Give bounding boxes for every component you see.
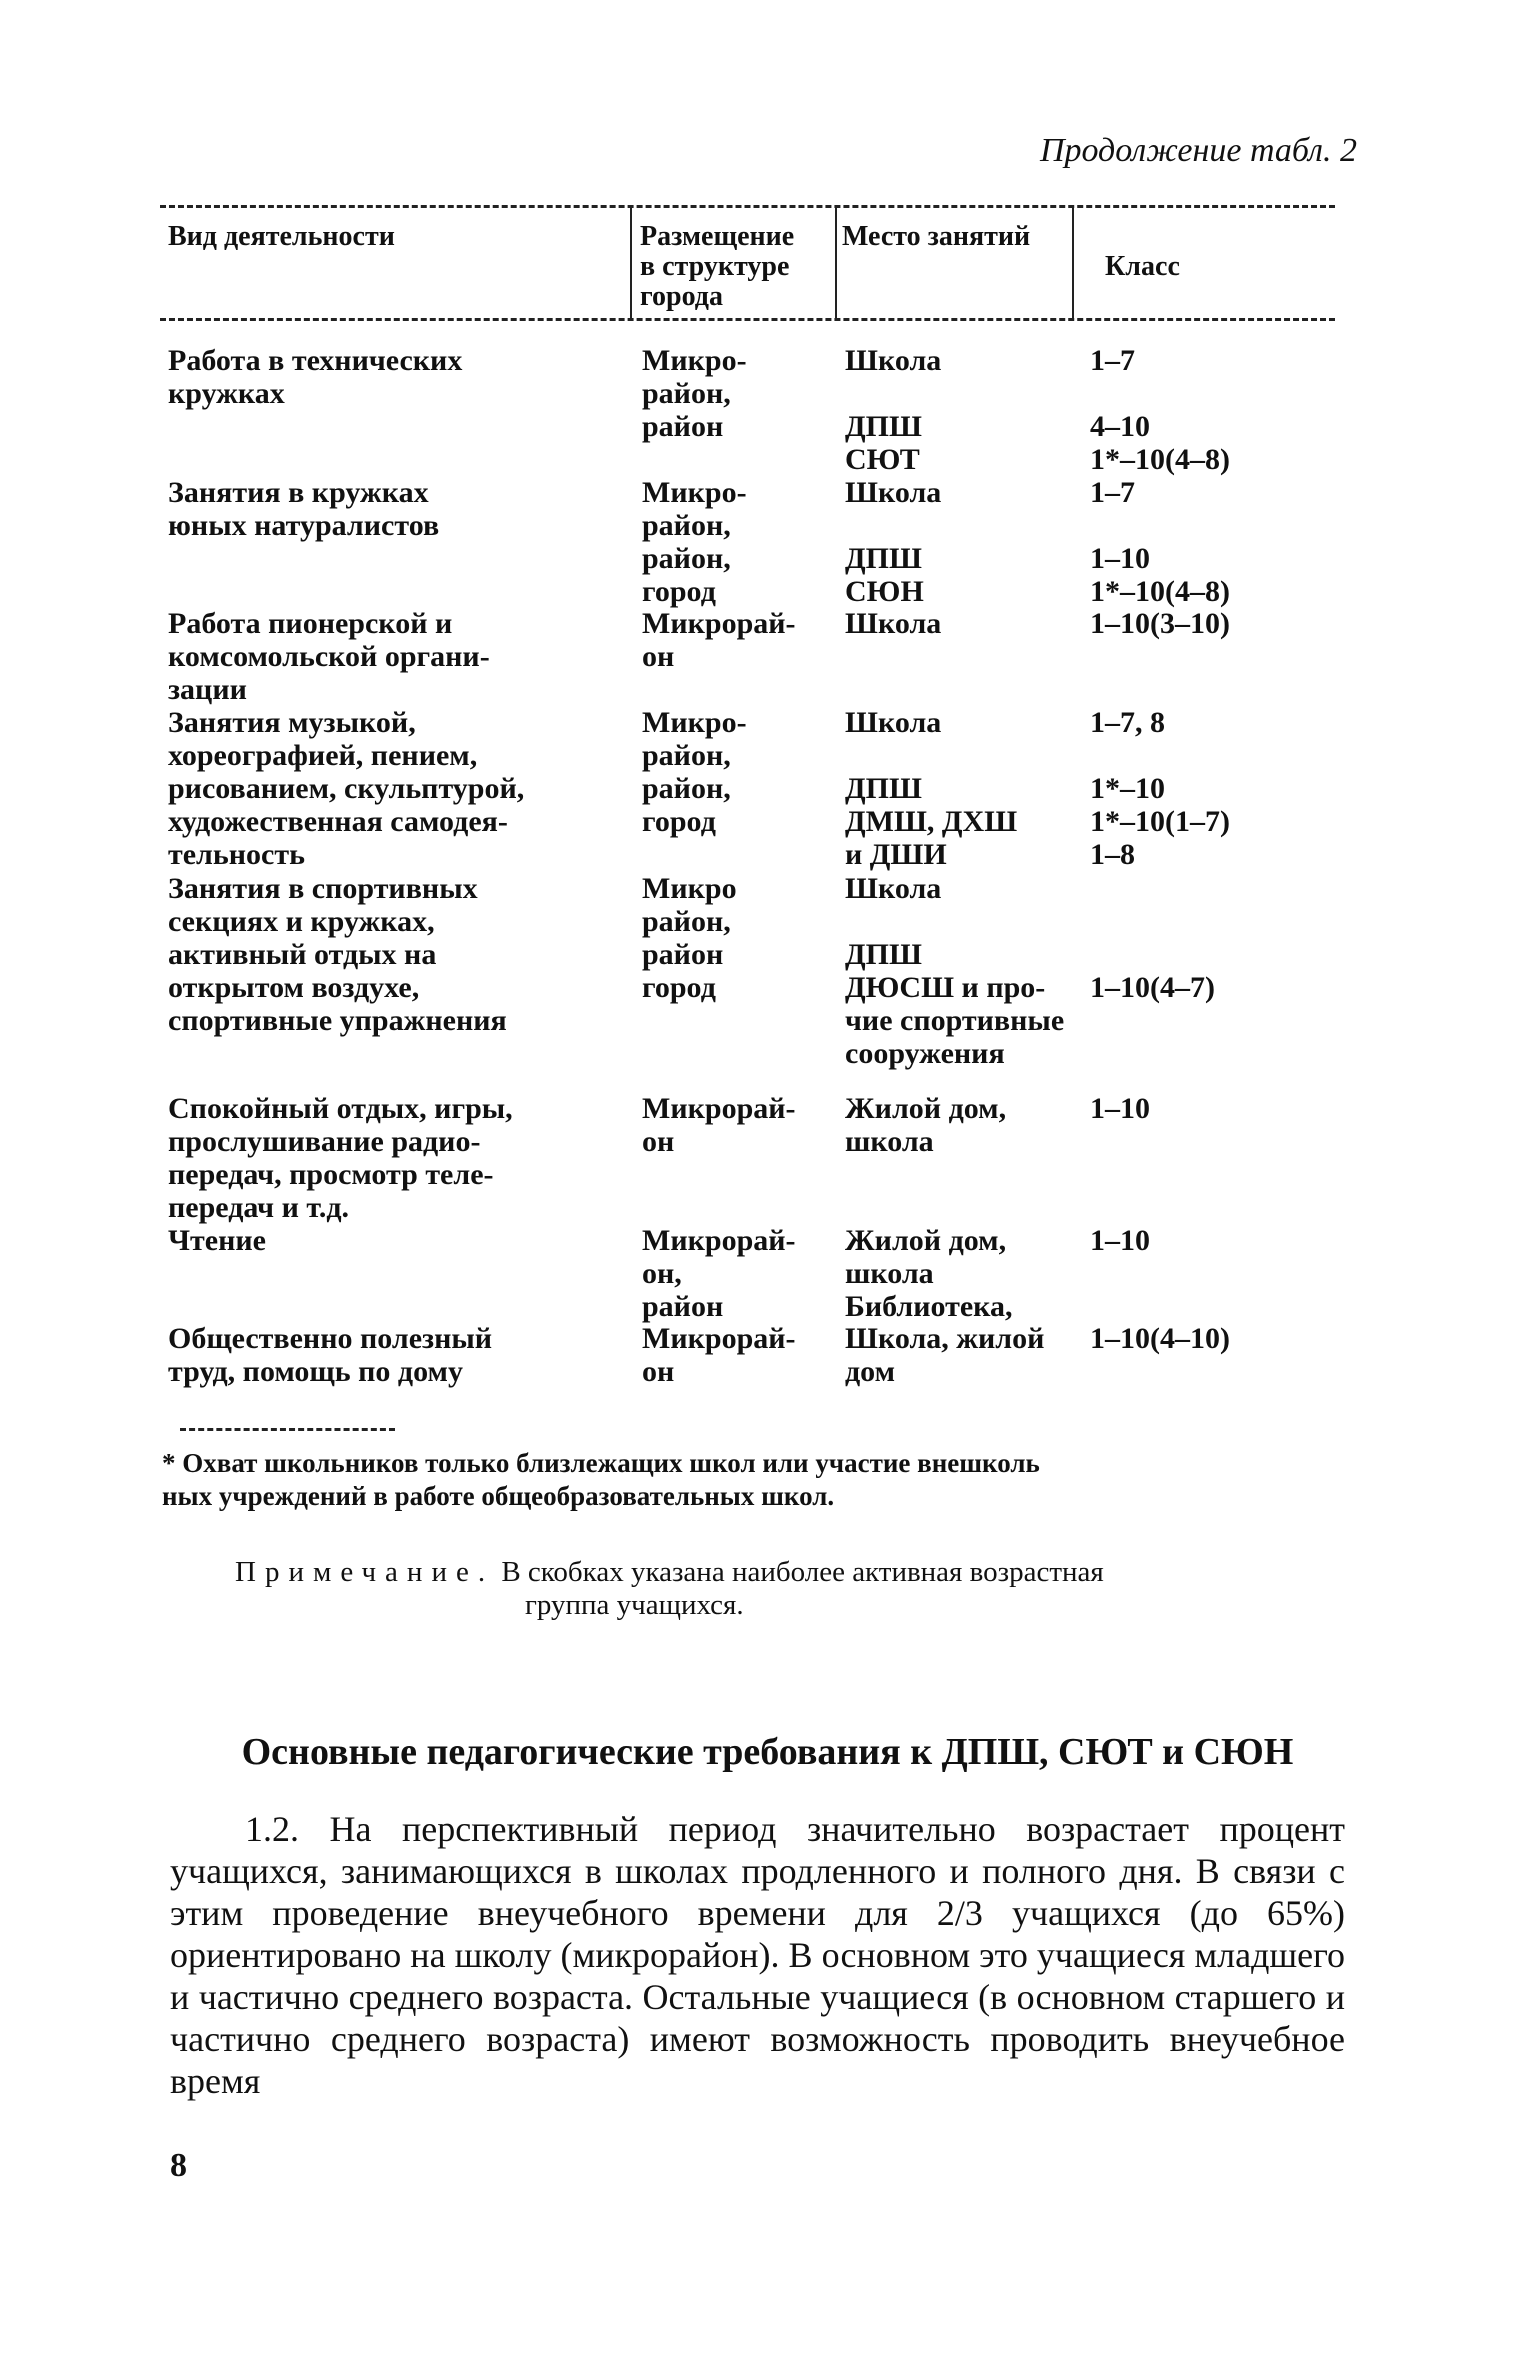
row-8-place: Школа, жилой дом bbox=[845, 1322, 1045, 1388]
note-text-continued: группа учащихся. bbox=[525, 1589, 744, 1621]
table-note bbox=[235, 1556, 1104, 1622]
row-5-place: Школа ДПШ ДЮСШ и про- чие спортивные сооружения bbox=[845, 872, 1065, 1070]
row-1-grade: 1–7 4–10 1*–10(4–8) bbox=[1090, 344, 1230, 476]
row-7-grade: 1–10 bbox=[1090, 1224, 1150, 1257]
row-6-grade: 1–10 bbox=[1090, 1092, 1150, 1125]
note-text: В скобках указана наиболее активная возрастная bbox=[494, 1556, 1104, 1588]
row-2-grade: 1–7 1–10 1*–10(4–8) bbox=[1090, 476, 1230, 608]
page-number: 8 bbox=[170, 2147, 187, 2184]
table-header-bottom-rule bbox=[160, 318, 1335, 321]
row-7-activity: Чтение bbox=[168, 1224, 266, 1257]
header-place: Место занятий bbox=[842, 221, 1031, 252]
row-5-placement: Микро район, район город bbox=[642, 872, 737, 1004]
footnote: * Охват школьников только близлежащих школ или участие внешколь ных учреждений в работе общеобразовательных школ. bbox=[162, 1448, 1040, 1511]
row-5-grade: 1–10(4–7) bbox=[1090, 971, 1215, 1004]
header-grade: Класс bbox=[1105, 251, 1180, 282]
row-4-placement: Микро- район, район, город bbox=[642, 706, 747, 838]
row-3-activity: Работа пионерской и комсомольской органи- зации bbox=[168, 607, 490, 706]
header-divider-3 bbox=[1072, 205, 1074, 320]
table-top-rule bbox=[160, 205, 1335, 208]
section-title: Основные педагогические требования к ДПШ, СЮТ и СЮН bbox=[241, 1731, 1294, 1773]
row-6-placement: Микрорай- он bbox=[642, 1092, 796, 1158]
row-8-placement: Микрорай- он bbox=[642, 1322, 796, 1388]
row-6-place: Жилой дом, школа bbox=[845, 1092, 1007, 1158]
row-8-activity: Общественно полезный труд, помощь по дому bbox=[168, 1322, 493, 1388]
row-4-activity: Занятия музыкой, хореографией, пением, рисованием, скульптурой, художественная самодея- тельность bbox=[168, 706, 525, 871]
row-6-activity: Спокойный отдых, игры, прослушивание радио- передач, просмотр теле- передач и т.д. bbox=[168, 1092, 513, 1224]
row-7-place: Жилой дом, школа Библиотека, bbox=[845, 1224, 1013, 1323]
header-activity: Вид деятельности bbox=[168, 221, 395, 252]
row-4-grade: 1–7, 8 1*–10 1*–10(1–7) 1–8 bbox=[1090, 706, 1230, 871]
row-3-grade: 1–10(3–10) bbox=[1090, 607, 1230, 640]
row-7-placement: Микрорай- он, район bbox=[642, 1224, 796, 1323]
footnote-separator bbox=[180, 1428, 395, 1431]
row-5-activity: Занятия в спортивных секциях и кружках, активный отдых на открытом воздухе, спортивные упражнения bbox=[168, 872, 507, 1037]
table-caption: Продолжение табл. 2 bbox=[1039, 132, 1357, 169]
header-divider-1 bbox=[630, 205, 632, 320]
row-4-place: Школа ДПШ ДМШ, ДХШ и ДШИ bbox=[845, 706, 1018, 871]
row-2-placement: Микро- район, район, город bbox=[642, 476, 747, 608]
row-1-placement: Микро- район, район bbox=[642, 344, 747, 443]
row-2-place: Школа ДПШ СЮН bbox=[845, 476, 942, 608]
row-2-activity: Занятия в кружках юных натуралистов bbox=[168, 476, 440, 542]
body-text bbox=[170, 1808, 1345, 2102]
row-1-place: Школа ДПШ СЮТ bbox=[845, 344, 942, 476]
header-divider-2 bbox=[835, 205, 837, 320]
row-8-grade: 1–10(4–10) bbox=[1090, 1322, 1230, 1355]
paragraph: 1.2. На перспективный период значительно возрастает процент учащихся, занимающихся в школах продленного и полного дня. В связи с этим проведение внеучебного времени для 2/3 учащихся (до 65%) ориентировано на школу (микрорайон). В основном это учащиеся младшего и частично среднего возраста. Остальные учащиеся (в основном старшего и частично среднего возраста) имеют возможность проводить внеучебное время bbox=[170, 1809, 1345, 2101]
row-3-placement: Микрорай- он bbox=[642, 607, 796, 673]
row-3-place: Школа bbox=[845, 607, 942, 640]
header-placement: Размещение в структуре города bbox=[640, 221, 795, 312]
row-1-activity: Работа в технических кружках bbox=[168, 344, 463, 410]
note-label: Примечание. bbox=[235, 1556, 495, 1588]
